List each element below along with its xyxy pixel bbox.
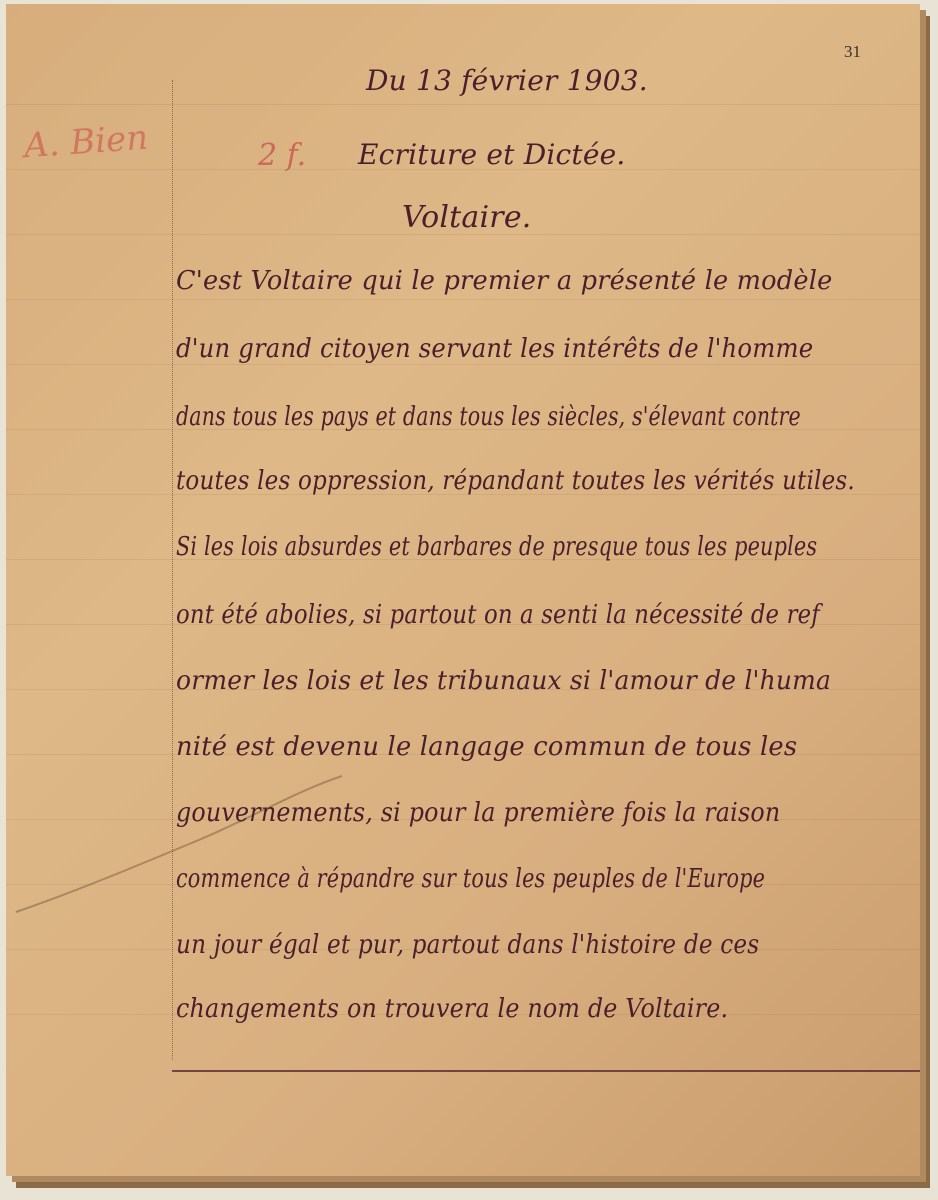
exercise-subject: Ecriture et Dictée. bbox=[358, 138, 626, 171]
page-number: 31 bbox=[844, 42, 861, 61]
text-line: dans tous les pays et dans tous les siècles, s'élevant contre bbox=[176, 402, 801, 432]
text-line: commence à répandre sur tous les peuples de l'Europe bbox=[176, 864, 766, 894]
text-line: C'est Voltaire qui le premier a présenté le modèle bbox=[176, 266, 833, 296]
teacher-comment: A. Bien bbox=[22, 117, 150, 167]
closing-underline bbox=[172, 1070, 920, 1072]
ruled-line bbox=[6, 364, 920, 365]
text-line: changements on trouvera le nom de Voltaire. bbox=[176, 994, 729, 1024]
text-line: Si les lois absurdes et barbares de presque tous les peuples bbox=[176, 532, 818, 562]
grade-mark: 2 f. bbox=[258, 138, 307, 173]
ruled-line bbox=[6, 299, 920, 300]
ruled-line bbox=[6, 104, 920, 105]
paper-tear-mark bbox=[14, 772, 344, 922]
text-line: un jour égal et pur, partout dans l'histoire de ces bbox=[176, 930, 760, 960]
entry-date: Du 13 février 1903. bbox=[366, 64, 648, 97]
text-line: ont été abolies, si partout on a senti la nécessité de ref bbox=[176, 600, 820, 630]
text-line: toutes les oppression, répandant toutes les vérités utiles. bbox=[176, 466, 855, 496]
text-line: ormer les lois et les tribunaux si l'amour de l'huma bbox=[176, 666, 832, 696]
notebook-page bbox=[6, 4, 920, 1176]
text-line: gouvernements, si pour la première fois la raison bbox=[176, 798, 781, 828]
text-line: nité est devenu le langage commun de tous les bbox=[176, 732, 798, 762]
dictation-title: Voltaire. bbox=[402, 200, 532, 235]
text-line: d'un grand citoyen servant les intérêts de l'homme bbox=[176, 334, 814, 364]
